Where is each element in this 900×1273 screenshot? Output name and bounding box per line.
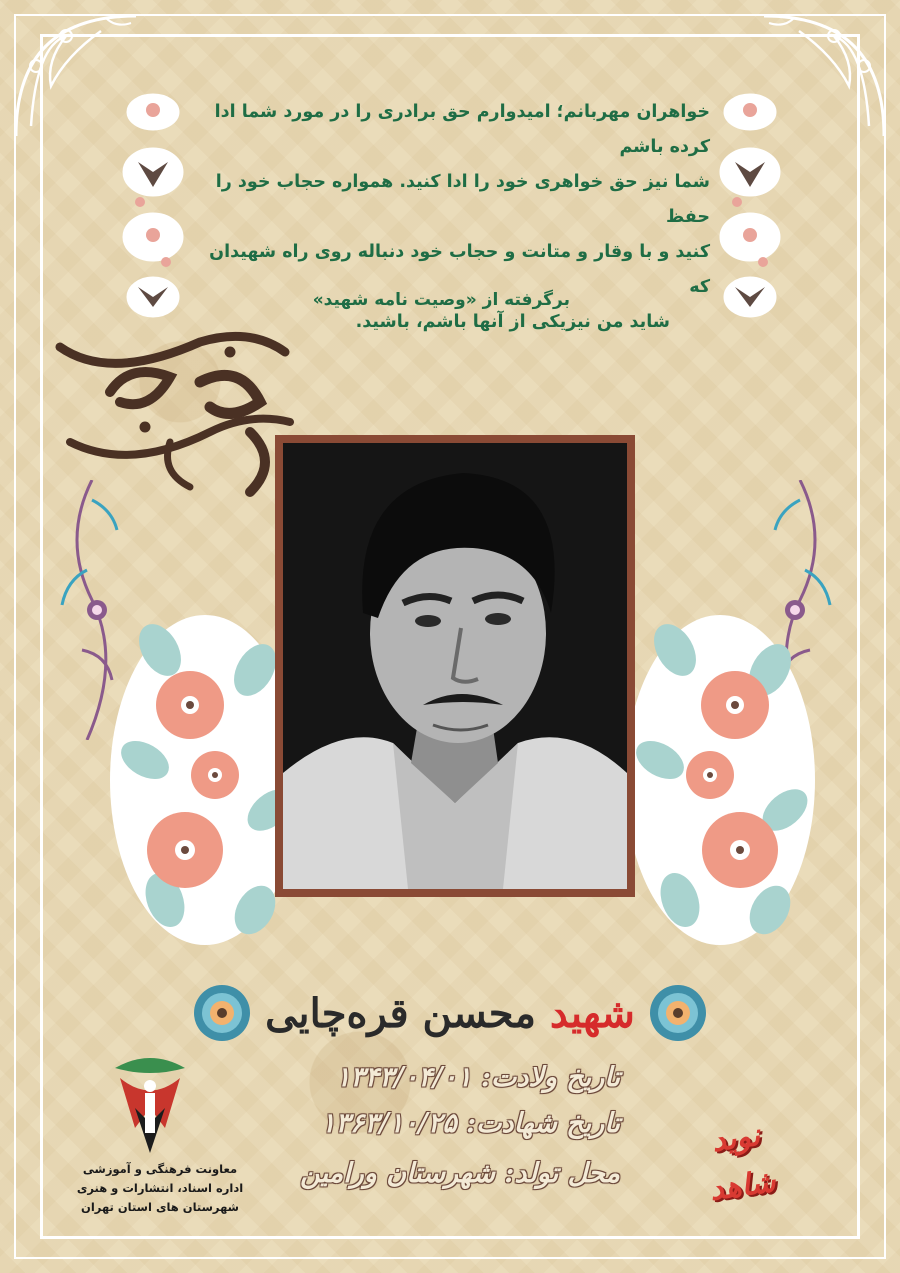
rosette-icon: [193, 984, 251, 1042]
navideshahed-logo: نوید شاهد: [707, 1117, 778, 1208]
quote-line: کنید و با وقار و متانت و حجاب خود دنباله روی راه شهیدان که: [209, 242, 710, 297]
martyr-title: شهید: [549, 989, 635, 1037]
martyr-portrait: [283, 443, 627, 889]
martyr-name-row: [215, 978, 685, 1048]
quote-line: خواهران مهربانم؛ امیدوارم حق برادری را در مورد شما ادا کرده باشم: [214, 102, 710, 157]
quote-line: شاید من نیزیکی از آنها باشم، باشید.: [355, 312, 670, 332]
portrait-image: [283, 443, 627, 889]
martyr-full-name: محسن قره‌چایی: [265, 989, 536, 1037]
birthplace: محل تولد: شهرستان ورامین: [300, 1158, 620, 1189]
org-line: شهرستان های استان تهران: [81, 1200, 239, 1214]
foundation-emblem-logo: [105, 1048, 195, 1158]
org-line: معاونت فرهنگی و آموزشی: [82, 1162, 238, 1176]
quote-source: برگرفته از «وصیت نامه شهید»: [312, 290, 570, 310]
flower-cluster-icon: [620, 610, 820, 950]
org-line: اداره اسناد، انتشارات و هنری: [76, 1181, 244, 1195]
birth-date: تاریخ ولادت: ۱۳۴۳/۰۴/۰۱: [335, 1062, 620, 1093]
flower-garland-icon: [715, 92, 785, 322]
flower-garland-icon: [118, 92, 188, 322]
organization-credit: [60, 1160, 260, 1217]
martyr-name: [265, 990, 635, 1037]
hijab-calligraphy-logo: [50, 322, 300, 502]
portrait-frame: [275, 435, 635, 897]
martyrdom-date: تاریخ شهادت: ۱۳۶۳/۱۰/۲۵: [321, 1108, 620, 1139]
rosette-icon: [649, 984, 707, 1042]
quote-line: شما نیز حق خواهری خود را ادا کنید. همواره حجاب خود را حفظ: [215, 172, 710, 227]
